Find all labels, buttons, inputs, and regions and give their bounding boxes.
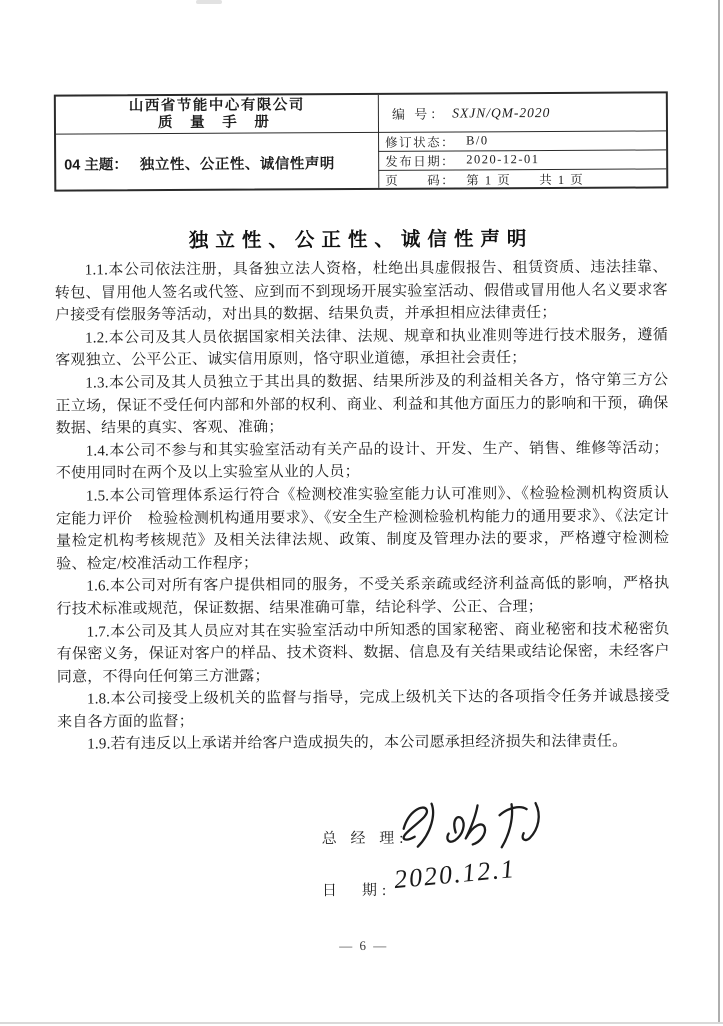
page-code-row <box>378 168 670 190</box>
declaration-body <box>55 256 671 756</box>
date-label: 日 期: <box>321 882 392 900</box>
page-code-value: 第 1 页 共 1 页 <box>466 172 585 188</box>
paragraph-1-2: 1.2.本公司及其人员依据国家相关法律、法规、规章和执业准则等进行技术服务，遵循客观独立、公平公正、诚实信用原则，恪守职业道德，承担社会责任； <box>55 327 669 369</box>
paragraph-1-3: 1.3.本公司及其人员独立于其出具的数据、结果所涉及的利益相关各方，恪守第三方公正立场，保证不受任何内部和外部的权利、商业、利益和其他方面压力的影响和干预，确保数据、结果的真实、客观、准确； <box>55 372 669 437</box>
paragraph-1-4: 1.4.本公司不参与和其实验室活动有关产品的设计、开发、生产、销售、维修等活动；不使用同时在两个及以上实验室从业的人员； <box>55 440 669 482</box>
paragraph-1-9: 1.9.若有违反以上承诺并给客户造成损失的，本公司愿承担经济损失和法律责任。 <box>87 734 628 753</box>
revision-status-row <box>378 130 670 151</box>
general-manager-label: 总 经 理: <box>321 830 409 848</box>
issue-date-label: 发布日期： <box>385 154 456 169</box>
paragraph-1-8: 1.8.本公司接受上级机关的监督与指导，完成上级机关下达的各项指令任务并诚恳接受来自各方面的监督； <box>57 688 671 731</box>
subject-label: 04 主题： <box>64 156 128 174</box>
manager-signature-handwriting <box>389 796 569 859</box>
manual-title: 质 量 手 册 <box>157 113 276 131</box>
doc-number-value: SXJN/QM-2020 <box>452 104 551 121</box>
paragraph-1-1: 1.1.本公司依法注册，具备独立法人资格，杜绝出具虚假报告、租赁资质、违法挂靠、转包、冒用他人签名或代签、应到而不到现场开展实验室活动、假借或冒用他人名义要求客户接受有偿服务等活动，对出具的数据、结果负责，并承担相应法律责任； <box>54 259 668 324</box>
page-code-label: 页 码： <box>385 173 456 188</box>
company-name: 山西省节能中心有限公司 <box>128 96 305 114</box>
header-table <box>54 91 668 191</box>
paragraph-1-6: 1.6.本公司对所有客户提供相同的服务，不受关系亲疏或经济利益高低的影响，严格执行技术标准或规范，保证数据、结果准确可靠，结论科学、公正、合理； <box>56 575 670 618</box>
issue-date-row <box>378 149 670 170</box>
company-cell <box>56 95 378 134</box>
footer-page-number: — 6 — <box>339 937 389 954</box>
paragraph-1-7: 1.7.本公司及其人员应对其在实验室活动中所知悉的国家秘密、商业秘密和技术秘密负有保密义务，保证对客户的样品、技术资料、数据、信息及有关结果或结论保密，未经客户同意，不得向任何第三方泄露； <box>56 620 670 686</box>
doc-number-cell <box>378 93 670 132</box>
subject-cell <box>56 132 378 194</box>
doc-number-label: 编 号： <box>391 106 447 122</box>
revision-status-label: 修订状态： <box>385 135 456 150</box>
subject-value: 独立性、公正性、诚信性声明 <box>139 155 335 173</box>
document-title: 独立性、公正性、诚信性声明 <box>188 228 534 252</box>
issue-date-value: 2020-12-01 <box>466 152 540 167</box>
revision-status-value: B/0 <box>466 133 489 148</box>
paragraph-1-5: 1.5.本公司管理体系运行符合《检测校准实验室能力认可准则》、《检验检测机构资质认定能力评价 检验检测机构通用要求》、《安全生产检测检验机构能力的通用要求》、《法定计量检定机构考核规范》及相关法律法规、政策、制度及管理办法的要求，严格遵守检测检验、检定/校准活动工作程序； <box>55 485 670 573</box>
date-handwritten-value: 2020.12.1 <box>392 853 517 895</box>
